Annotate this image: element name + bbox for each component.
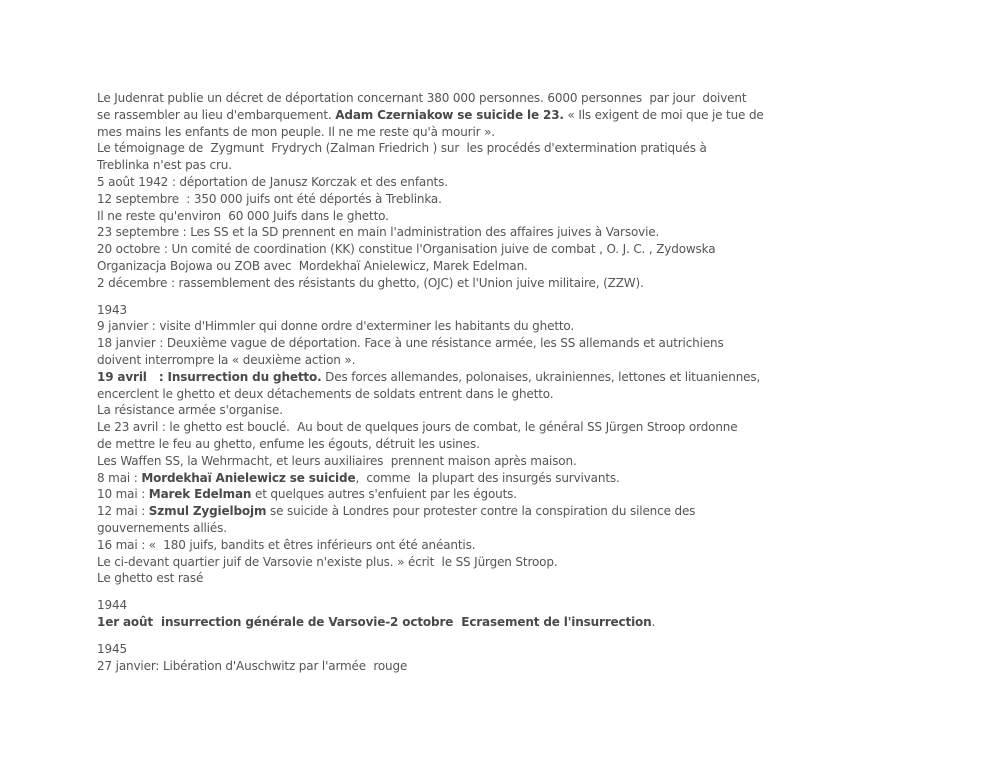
text-line — [97, 191, 957, 208]
bold-text: Marek Edelman — [148, 487, 252, 502]
paragraph-gap — [97, 587, 957, 597]
text-line — [97, 436, 957, 453]
text-line — [97, 520, 957, 537]
text-line — [97, 174, 957, 191]
text-run: mes mains les enfants de mon peuple. Il ne me reste qu'à mourir ». — [97, 124, 495, 139]
text-line — [97, 208, 957, 225]
text-line — [97, 369, 957, 386]
text-line — [97, 470, 957, 487]
text-line — [97, 597, 957, 614]
text-line — [97, 318, 957, 335]
text-line — [97, 90, 957, 107]
text-block-1942 — [97, 90, 957, 292]
text-block-1944 — [97, 597, 957, 631]
paragraph-gap — [97, 631, 957, 641]
bold-text: Mordekhaï Anielewicz se suicide — [141, 470, 356, 485]
text-line — [97, 503, 957, 520]
text-line — [97, 570, 957, 587]
text-run: Le témoignage de Zygmunt Frydrych (Zalman Friedrich ) sur les procédés d'extermination pratiqués à — [97, 141, 707, 156]
document-page — [97, 90, 957, 674]
text-run: . — [651, 614, 656, 629]
text-run: Des forces allemandes, polonaises, ukrainiennes, lettones et lituaniennes, — [321, 369, 761, 384]
text-run: Les Waffen SS, la Wehrmacht, et leurs auxiliaires prennent maison après maison. — [97, 453, 577, 468]
text-run: se suicide à Londres pour protester contre la conspiration du silence des — [266, 504, 696, 519]
text-line — [97, 258, 957, 275]
text-block-1943 — [97, 302, 957, 588]
text-run: « Ils exigent de moi que je tue de — [563, 107, 764, 122]
text-run: 12 septembre : 350 000 juifs ont été déportés à Treblinka. — [97, 191, 442, 206]
text-run: gouvernements alliés. — [97, 520, 227, 535]
text-run: 16 mai : « 180 juifs, bandits et êtres inférieurs ont été anéantis. — [97, 537, 476, 552]
text-run: et quelques autres s'enfuient par les égouts. — [251, 487, 517, 502]
text-line — [97, 453, 957, 470]
text-line — [97, 537, 957, 554]
text-line — [97, 486, 957, 503]
text-line — [97, 658, 957, 675]
paragraph-gap — [97, 292, 957, 302]
text-run: Le ci-devant quartier juif de Varsovie n'existe plus. » écrit le SS Jürgen Stroop. — [97, 554, 558, 569]
text-run: encerclent le ghetto et deux détachements de soldats entrent dans le ghetto. — [97, 386, 554, 401]
text-line — [97, 614, 957, 631]
text-run: Le 23 avril : le ghetto est bouclé. Au bout de quelques jours de combat, le général SS Jürgen Stroop ordonne — [97, 420, 738, 435]
text-run: 5 août 1942 : déportation de Janusz Korczak et des enfants. — [97, 174, 448, 189]
text-line — [97, 124, 957, 141]
text-run: 2 décembre : rassemblement des résistants du ghetto, (OJC) et l'Union juive militaire, (ZZW). — [97, 275, 644, 290]
text-run: 9 janvier : visite d'Himmler qui donne ordre d'exterminer les habitants du ghetto. — [97, 319, 575, 334]
text-run: 8 mai : — [97, 470, 142, 485]
text-run: se rassembler au lieu d'embarquement. — [97, 107, 336, 122]
text-run: 10 mai : — [97, 487, 149, 502]
text-line — [97, 140, 957, 157]
text-run: 27 janvier: Libération d'Auschwitz par l'armée rouge — [97, 658, 408, 673]
text-line — [97, 275, 957, 292]
text-run: Treblinka n'est pas cru. — [97, 158, 232, 173]
text-run: 20 octobre : Un comité de coordination (KK) constitue l'Organisation juive de combat , O. J. C. , Zydowska — [97, 242, 716, 257]
text-line — [97, 641, 957, 658]
text-run: 23 septembre : Les SS et la SD prennent en main l'administration des affaires juives à Varsovie. — [97, 225, 660, 240]
text-run: La résistance armée s'organise. — [97, 403, 283, 418]
text-run: 1945 — [97, 641, 127, 656]
text-line — [97, 107, 957, 124]
text-line — [97, 419, 957, 436]
text-line — [97, 302, 957, 319]
text-run: Le Judenrat publie un décret de déportation concernant 380 000 personnes. 6000 personnes par jour doivent — [97, 91, 747, 105]
text-line — [97, 386, 957, 403]
text-block-1945 — [97, 641, 957, 675]
text-run: 12 mai : — [97, 504, 149, 519]
text-run: Organizacja Bojowa ou ZOB avec Mordekhaï Anielewicz, Marek Edelman. — [97, 258, 528, 273]
bold-text: Adam Czerniakow se suicide le 23. — [335, 107, 564, 122]
text-run: 1943 — [97, 302, 127, 317]
text-run: Le ghetto est rasé — [97, 571, 204, 586]
bold-text: 1er août insurrection générale de Varsovie-2 octobre Ecrasement de l'insurrection — [97, 614, 652, 629]
text-run: 18 janvier : Deuxième vague de déportation. Face à une résistance armée, les SS allemands et autrichiens — [97, 336, 724, 351]
text-run: Il ne reste qu'environ 60 000 Juifs dans le ghetto. — [97, 208, 389, 223]
text-line — [97, 241, 957, 258]
text-line — [97, 224, 957, 241]
text-run: 1944 — [97, 598, 127, 613]
text-line — [97, 157, 957, 174]
bold-text: Szmul Zygielbojm — [148, 504, 267, 519]
text-run: , comme la plupart des insurgés survivants. — [355, 470, 620, 485]
text-line — [97, 335, 957, 352]
text-line — [97, 554, 957, 571]
text-run: doivent interrompre la « deuxième action ». — [97, 352, 356, 367]
text-line — [97, 402, 957, 419]
text-run: de mettre le feu au ghetto, enfume les égouts, détruit les usines. — [97, 436, 480, 451]
text-line — [97, 352, 957, 369]
bold-text: 19 avril : Insurrection du ghetto. — [97, 369, 322, 384]
